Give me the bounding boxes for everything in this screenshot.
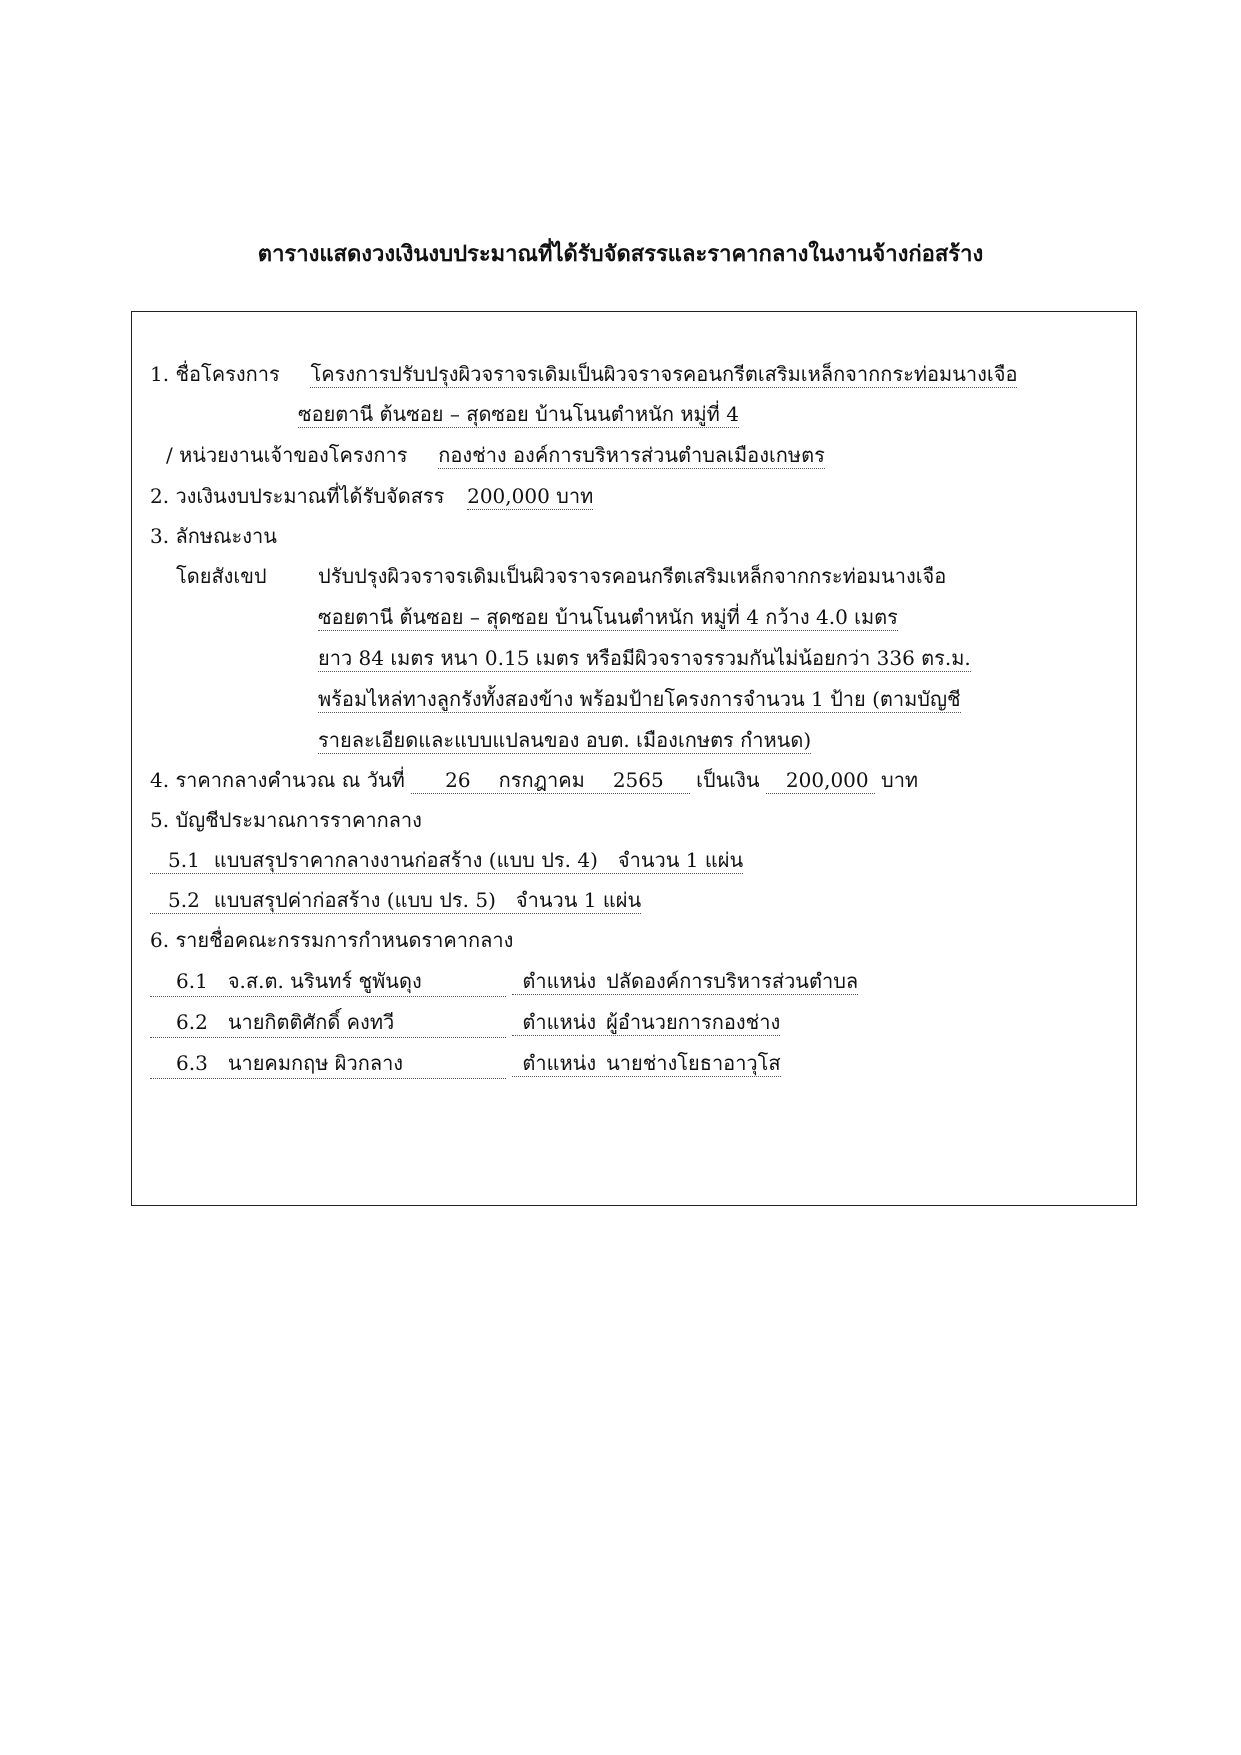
project-owner-row <box>166 441 825 469</box>
estimate-item-5-2 <box>150 886 641 914</box>
estimate-item-qty: จำนวน 1 แผ่น <box>515 888 642 912</box>
estimate-list-label: 5. บัญชีประมาณการราคากลาง <box>150 808 422 832</box>
summary-line-1 <box>318 562 946 590</box>
committee-member-6-3 <box>150 1049 781 1079</box>
committee-member-position-cell <box>512 1010 780 1036</box>
median-price-date <box>411 768 690 794</box>
committee-member-name: นายคมกฤษ ผิวกลาง <box>227 1051 404 1075</box>
committee-member-name: นายกิตติศักดิ์ คงทวี <box>227 1010 395 1034</box>
project-name-row-2 <box>298 400 739 428</box>
median-price-currency: บาท <box>881 768 919 792</box>
committee-position-label: ตำแหน่ง <box>522 969 597 993</box>
budget-value: 200,000 บาท <box>467 484 594 508</box>
committee-member-name-cell <box>150 967 506 997</box>
project-name-row <box>150 360 1017 388</box>
estimate-item-5-1 <box>150 846 743 874</box>
committee-position-label: ตำแหน่ง <box>522 1051 597 1075</box>
estimate-item-num: 5.1 <box>168 848 200 872</box>
committee-member-name: จ.ส.ต. นรินทร์ ชูพันดุง <box>227 969 422 993</box>
estimate-item-text: แบบสรุปค่าก่อสร้าง (แบบ ปร. 5) <box>213 888 496 912</box>
committee-member-num: 6.2 <box>176 1010 208 1034</box>
estimate-item-text: แบบสรุปราคากลางงานก่อสร้าง (แบบ ปร. 4) <box>213 848 598 872</box>
estimate-item-content <box>150 888 641 914</box>
committee-member-num: 6.1 <box>176 969 208 993</box>
summary-line-text: ปรับปรุงผิวจราจรเดิมเป็นผิวจราจรคอนกรีตเสริมเหล็กจากกระท่อมนางเจือ <box>318 564 947 588</box>
committee-member-6-2 <box>150 1008 780 1038</box>
median-price-month: กรกฎาคม <box>498 768 585 792</box>
summary-line-2 <box>318 603 898 631</box>
median-price-amount-wrap <box>766 768 875 794</box>
summary-line-5 <box>318 726 811 754</box>
summary-line-text: รายละเอียดและแบบแปลนของ อบต. เมืองเกษตร กำหนด) <box>318 728 812 752</box>
summary-line-text: ยาว 84 เมตร หนา 0.15 เมตร หรือมีผิวจราจรรวมกันไม่น้อยกว่า 336 ตร.ม. <box>318 646 971 670</box>
estimate-item-qty: จำนวน 1 แผ่น <box>617 848 744 872</box>
committee-member-position-cell <box>512 1051 780 1077</box>
summary-line-3 <box>318 644 971 672</box>
median-price-row <box>150 766 918 794</box>
budget-label: 2. วงเงินงบประมาณที่ได้รับจัดสรร <box>150 484 445 508</box>
summary-label: โดยสังเขป <box>176 564 267 588</box>
median-price-year: 2565 <box>612 768 664 792</box>
summary-line-text: ซอยตานี ต้นซอย – สุดซอย บ้านโนนตำหนัก หมู่ที่ 4 กว้าง 4.0 เมตร <box>318 605 898 629</box>
project-owner-value: กองช่าง องค์การบริหารส่วนตำบลเมืองเกษตร <box>438 443 825 467</box>
committee-member-position: ปลัดองค์การบริหารส่วนตำบล <box>606 969 859 993</box>
median-price-label: 4. ราคากลางคำนวณ ณ วันที่ <box>150 768 405 792</box>
budget-row <box>150 482 593 510</box>
median-price-day: 26 <box>445 768 471 792</box>
committee-member-name-cell <box>150 1049 506 1079</box>
committee-member-position: นายช่างโยธาอาวุโส <box>606 1051 781 1075</box>
project-name-line2: ซอยตานี ต้นซอย – สุดซอย บ้านโนนตำหนัก หมู่ที่ 4 <box>298 402 739 426</box>
work-nature-label: 3. ลักษณะงาน <box>150 524 277 548</box>
summary-line-4 <box>318 685 961 713</box>
estimate-item-num: 5.2 <box>168 888 200 912</box>
project-name-line1: โครงการปรับปรุงผิวจราจรเดิมเป็นผิวจราจรคอนกรีตเสริมเหล็กจากกระท่อมนางเจือ <box>310 362 1018 386</box>
committee-label: 6. รายชื่อคณะกรรมการกำหนดราคากลาง <box>150 928 514 952</box>
committee-member-num: 6.3 <box>176 1051 208 1075</box>
committee-member-position: ผู้อำนวยการกองช่าง <box>606 1010 781 1034</box>
document-title: ตารางแสดงวงเงินงบประมาณที่ได้รับจัดสรรและราคากลางในงานจ้างก่อสร้าง <box>257 241 984 267</box>
committee-member-position-cell <box>512 969 858 995</box>
committee-member-name-cell <box>150 1008 506 1038</box>
committee-member-6-1 <box>150 967 858 997</box>
summary-line-text: พร้อมไหล่ทางลูกรังทั้งสองข้าง พร้อมป้ายโครงการจำนวน 1 ป้าย (ตามบัญชี <box>318 687 961 711</box>
median-price-amount: 200,000 <box>785 768 869 792</box>
estimate-item-content <box>150 848 743 874</box>
project-owner-label: / หน่วยงานเจ้าของโครงการ <box>166 443 408 467</box>
project-name-label: 1. ชื่อโครงการ <box>150 362 280 386</box>
median-price-amount-label: เป็นเงิน <box>696 768 760 792</box>
committee-position-label: ตำแหน่ง <box>522 1010 597 1034</box>
